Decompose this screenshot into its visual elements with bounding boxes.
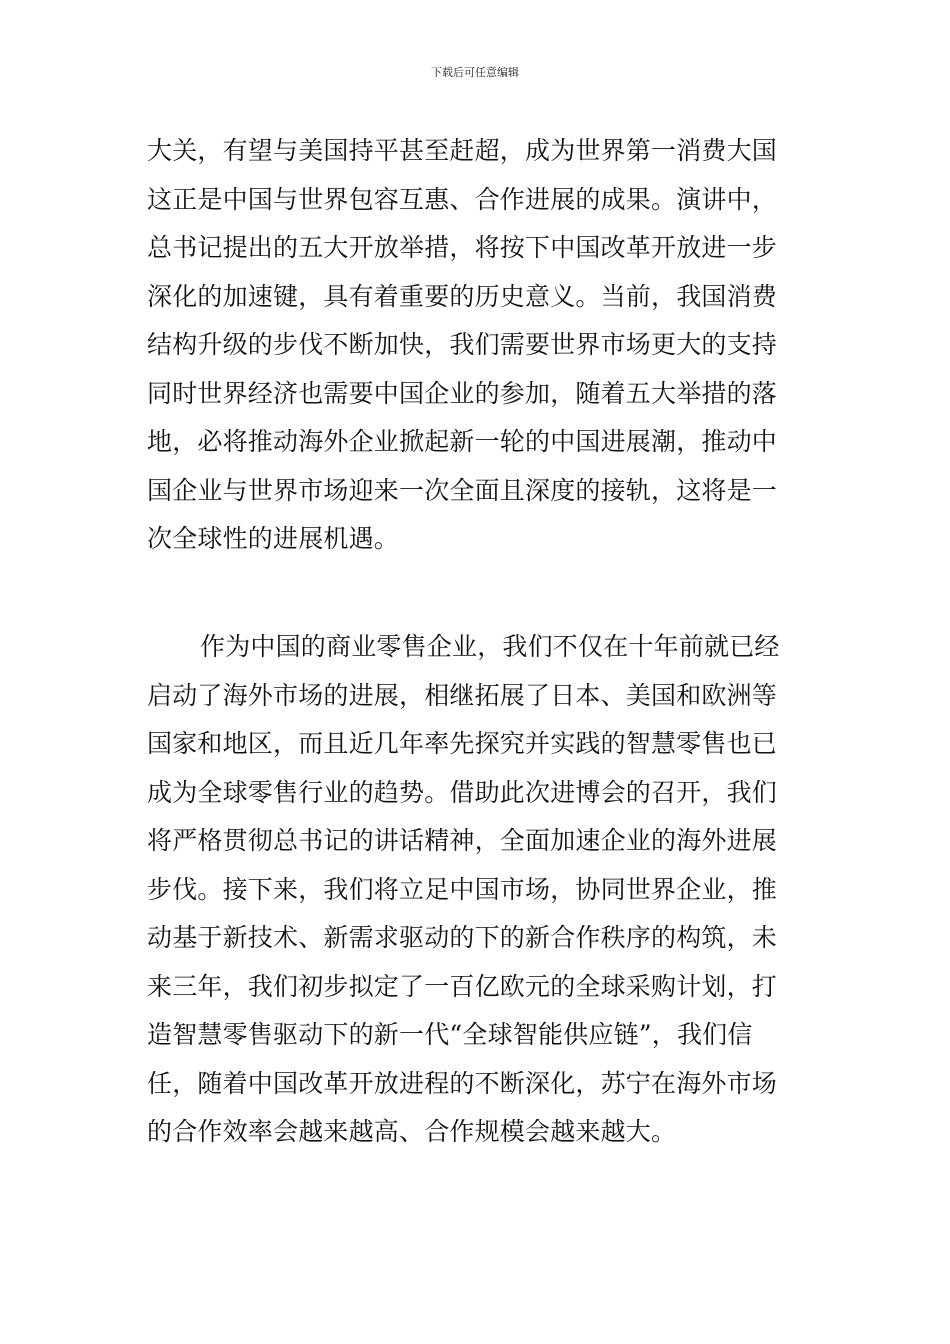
text-line: 来三年，我们初步拟定了一百亿欧元的全球采购计划，打 (147, 971, 778, 1001)
text-line: 将严格贯彻总书记的讲话精神，全面加速企业的海外进展 (147, 826, 778, 855)
paragraph-1 (147, 127, 812, 564)
text-line: 深化的加速键，具有着重要的历史意义。当前，我国消费 (147, 281, 778, 311)
paragraph-2 (147, 623, 812, 1157)
text-line: 的合作效率会越来越高、合作规模会越来越大。 (147, 1117, 677, 1146)
text-line: 任，随着中国改革开放进程的不断深化，苏宁在海外市场 (147, 1068, 778, 1098)
text-line: 大关，有望与美国持平甚至赶超，成为世界第一消费大国 (147, 136, 778, 165)
text-line-indented: 作为中国的商业零售企业，我们不仅在十年前就已经 (200, 632, 780, 661)
text-line: 成为全球零售行业的趋势。借助此次进博会的召开，我们 (147, 777, 778, 807)
text-line: 次全球性的进展机遇。 (147, 524, 400, 553)
text-line: 步伐。接下来，我们将立足中国市场，协同世界企业，推 (147, 874, 778, 904)
text-line: 启动了海外市场的进展，相继拓展了日本、美国和欧洲等 (147, 680, 778, 710)
text-line: 结构升级的步伐不断加快，我们需要世界市场更大的支持 (147, 330, 778, 359)
text-line: 同时世界经济也需要中国企业的参加，随着五大举措的落 (147, 378, 778, 408)
text-line: 造智慧零售驱动下的新一代“全球智能供应链”，我们信 (147, 1020, 753, 1049)
text-line: 动基于新技术、新需求驱动的下的新合作秩序的构筑，未 (147, 923, 778, 952)
header-note: 下载后可任意编辑 (431, 66, 519, 79)
text-line: 这正是中国与世界包容互惠、合作进展的成果。演讲中， (147, 184, 778, 214)
text-line: 国企业与世界市场迎来一次全面且深度的接轨，这将是一 (147, 475, 778, 505)
text-line: 地，必将推动海外企业掀起新一轮的中国进展潮，推动中 (147, 427, 778, 456)
text-line: 总书记提出的五大开放举措，将按下中国改革开放进一步 (147, 233, 778, 262)
text-line: 国家和地区，而且近几年率先探究并实践的智慧零售也已 (147, 729, 778, 758)
